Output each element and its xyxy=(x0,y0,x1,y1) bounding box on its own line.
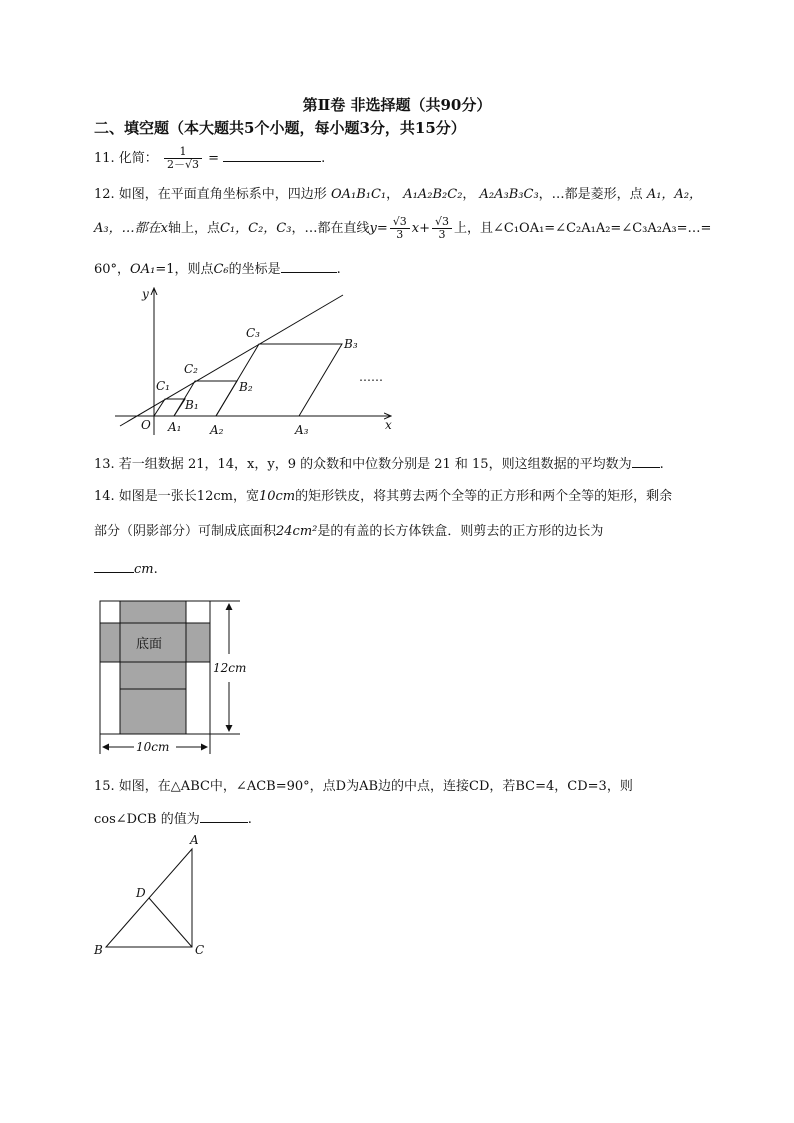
continuation-dots: …… xyxy=(359,370,383,384)
label-c: C xyxy=(195,943,205,957)
q14-text-a: 14. 如图是一张长12cm，宽 xyxy=(94,489,259,504)
q12-rhombus-1: OA₁B₁C₁ xyxy=(330,187,387,202)
label-d: D xyxy=(136,886,146,900)
shaded-body xyxy=(120,601,186,734)
q12-plus: x+ xyxy=(411,221,430,236)
q13-end: . xyxy=(659,457,664,472)
label-c1: C₁ xyxy=(156,379,170,393)
q12-text-a: 12. 如图，在平面直角坐标系中，四边形 xyxy=(94,187,327,202)
q12-y-eq: y= xyxy=(369,221,388,236)
q13-answer-blank[interactable] xyxy=(632,454,660,468)
origin-label: O xyxy=(141,418,151,432)
q13-text: 13. 若一组数据 21，14，x，y，9 的众数和中位数分别是 21 和 15，则这组数据的平均数为 xyxy=(94,457,632,472)
q12-frac-2: $\frac{√3}{3}$ xyxy=(432,216,452,241)
label-b1: B₁ xyxy=(185,398,199,412)
q12-c6: C₆ xyxy=(213,262,229,277)
page-title: 第Ⅱ卷 非选择题（共90分） xyxy=(302,96,492,114)
question-12-line-3 xyxy=(94,259,341,280)
q12-text-g: 60°， xyxy=(94,262,131,277)
q12-var-x: x xyxy=(160,221,168,236)
q12-points-c: C₁，C₂，C₃ xyxy=(219,221,292,236)
sheet-metal-figure xyxy=(96,596,256,762)
label-b: B xyxy=(94,943,103,957)
question-15-line-1 xyxy=(94,777,633,797)
label-a: A xyxy=(190,833,199,847)
median-cd xyxy=(149,898,192,947)
q12-text-h: =1，则点 xyxy=(155,262,214,277)
q14-end: . xyxy=(153,562,158,577)
question-12-line-1: 12. 如图，在平面直角坐标系中，四边形 OA₁B₁C₁， A₁A₂B₂C₂， A₂A₃B₃C₃，…都是菱形，点 A₁，A₂， xyxy=(94,187,703,202)
q11-prefix: 11. 化简： xyxy=(94,151,158,166)
question-14-line-2 xyxy=(94,522,603,542)
q12-text-i: 的坐标是 xyxy=(228,262,281,277)
question-13 xyxy=(94,454,664,475)
q12-answer-blank[interactable] xyxy=(281,259,337,273)
label-a2: A₂ xyxy=(210,423,224,437)
q14-text-b: 的矩形铁皮，将其剪去两个全等的正方形和两个全等的矩形，剩余 xyxy=(295,489,673,504)
q15-end: . xyxy=(247,812,252,827)
q15-answer-blank[interactable] xyxy=(200,809,248,823)
q12-text-f: 上，且∠C₁OA₁=∠C₂A₁A₂=∠C₃A₂A₃=…= xyxy=(453,221,712,236)
q14-answer-blank[interactable] xyxy=(94,559,134,573)
label-b3: B₃ xyxy=(344,337,358,351)
q14-unit: cm xyxy=(134,562,154,577)
question-14-line-1 xyxy=(94,487,672,507)
q12-oa1: OA₁ xyxy=(130,262,156,277)
q14-text-d: 是的有盖的长方体铁盒．则剪去的正方形的边长为 xyxy=(317,524,604,539)
rhombus-3 xyxy=(216,344,342,416)
q12-rhombus-2: A₁A₂B₂C₂ xyxy=(403,187,463,202)
height-label: 12cm xyxy=(213,661,247,675)
question-15-line-2 xyxy=(94,809,252,830)
q12-text-e: ，…都在直线 xyxy=(291,221,370,236)
q11-end: . xyxy=(321,151,326,166)
q12-text-c: A₃，…都在 xyxy=(94,221,161,236)
q12-rhombus-3: A₂A₃B₃C₃ xyxy=(479,187,539,202)
q11-denominator: 2－√3 xyxy=(164,158,202,171)
label-b2: B₂ xyxy=(239,380,253,394)
rhombus-coordinate-figure xyxy=(110,283,400,441)
q11-numerator: 1 xyxy=(179,145,187,158)
question-12-line-2 xyxy=(94,216,711,241)
rhombus-1 xyxy=(154,399,185,416)
q14-text-c: 部分（阴影部分）可制成底面积 xyxy=(94,524,277,539)
question-14-line-3 xyxy=(94,559,158,580)
q12-frac-1: $\frac{√3}{3}$ xyxy=(390,216,410,241)
line-y xyxy=(120,295,343,426)
q12-text-d: 轴上，点 xyxy=(167,221,220,236)
width-label: 10cm xyxy=(136,740,170,754)
triangle-figure xyxy=(88,830,218,960)
question-11 xyxy=(94,146,325,171)
q14-width: 10cm xyxy=(258,489,296,504)
label-c3: C₃ xyxy=(246,326,260,340)
q14-area: 24cm² xyxy=(276,524,318,539)
section-heading: 二、填空题（本大题共5个小题，每小题3分，共15分） xyxy=(94,119,466,137)
label-a1: A₁ xyxy=(168,420,182,434)
q12-end: . xyxy=(336,262,341,277)
q15-text-a: 15. 如图，在△ABC中，∠ACB=90°，点D为AB边的中点，连接CD，若BC=4，CD=3，则 xyxy=(94,779,633,794)
label-c2: C₂ xyxy=(184,362,198,376)
q11-fraction xyxy=(164,146,202,171)
q12-text-b: ，…都是菱形，点 xyxy=(538,187,643,202)
base-label: 底面 xyxy=(136,637,163,652)
label-a3: A₃ xyxy=(295,423,309,437)
x-label: x xyxy=(385,418,392,432)
q12-points-a: A₁，A₂， xyxy=(646,187,703,202)
y-label: y xyxy=(142,287,149,301)
q15-text-b: cos∠DCB 的值为 xyxy=(94,812,200,827)
q11-equals: = xyxy=(208,151,220,166)
q11-answer-blank[interactable] xyxy=(223,148,321,162)
